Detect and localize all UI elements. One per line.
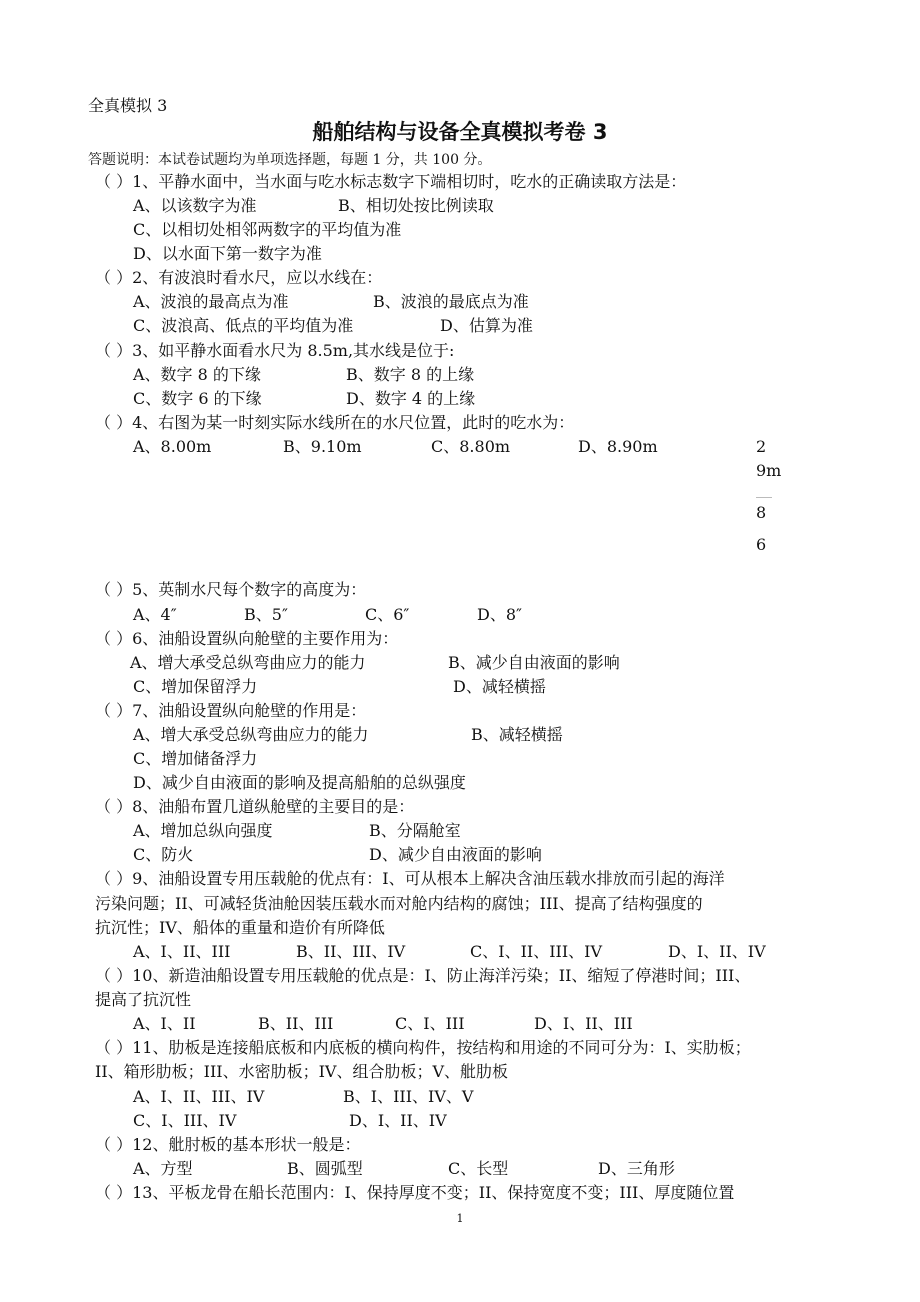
text-line: B、相切处按比例读取 [338, 196, 494, 215]
text-line: B、9.10m [283, 437, 362, 456]
text-line: B、5″ [244, 605, 288, 624]
text-line: （ ）5、英制水尺每个数字的高度为： [95, 580, 367, 599]
text-line: D、三角形 [598, 1159, 675, 1178]
text-line: （ ）12、舭肘板的基本形状一般是： [95, 1135, 361, 1154]
instructions: 答题说明：本试卷试题均为单项选择题，每题 1 分，共 100 分。 [88, 152, 492, 168]
draft-mark-top: 2 [756, 437, 767, 456]
text-line: （ ）8、油船布置几道纵舱壁的主要目的是： [95, 797, 415, 816]
text-line: （ ）1、平静水面中，当水面与吃水标志数字下端相切时，吃水的正确读取方法是： [95, 172, 687, 191]
text-line: C、波浪高、低点的平均值为准 [133, 316, 354, 335]
text-line: B、减轻横摇 [471, 725, 563, 744]
text-line: D、I、II、IV [668, 942, 766, 961]
text-line: C、增加储备浮力 [133, 749, 258, 768]
text-line: C、以相切处相邻两数字的平均值为准 [133, 220, 402, 239]
draft-mark-lower: 8 [756, 503, 767, 522]
text-line: 提高了抗沉性 [95, 990, 192, 1009]
page-number: 1 [456, 1212, 464, 1225]
text-line: D、I、II、IV [349, 1111, 447, 1130]
text-line: D、8.90m [578, 437, 658, 456]
text-line: B、II、III、IV [296, 942, 406, 961]
text-line: （ ）4、右图为某一时刻实际水线所在的水尺位置，此时的吃水为： [95, 413, 575, 432]
text-line: （ ）7、油船设置纵向舱壁的作用是： [95, 701, 367, 720]
text-line: A、以该数字为准 [133, 196, 257, 215]
text-line: C、增加保留浮力 [133, 677, 258, 696]
text-line: （ ）10、新造油船设置专用压载舱的优点是：I、防止海洋污染；II、缩短了停港时间；III、 [95, 966, 751, 985]
text-line: （ ）9、油船设置专用压载舱的优点有：I、可从根本上解决含油压载水排放而引起的海洋 [95, 869, 725, 888]
text-line: 抗沉性；IV、船体的重量和造价有所降低 [95, 918, 385, 937]
text-line: A、I、II、III [133, 942, 231, 961]
page-title: 船舶结构与设备全真模拟考卷 3 [312, 120, 608, 144]
draft-mark-bottom: 6 [756, 535, 767, 554]
text-line: B、II、III [258, 1014, 334, 1033]
text-line: C、6″ [365, 605, 410, 624]
text-line: （ ）3、如平静水面看水尺为 8.5m,其水线是位于: [95, 341, 455, 360]
text-line: C、I、III、IV [133, 1111, 237, 1130]
text-line: A、I、II、III、IV [133, 1087, 265, 1106]
text-line: B、圆弧型 [287, 1159, 363, 1178]
text-line: C、8.80m [431, 437, 511, 456]
text-line: （ ）13、平板龙骨在船长范围内：I、保持厚度不变；II、保持宽度不变；III、厚度随位置 [95, 1183, 735, 1202]
text-line: C、数字 6 的下缘 [133, 389, 262, 408]
text-line: A、数字 8 的下缘 [133, 365, 261, 384]
text-line: B、减少自由液面的影响 [448, 653, 620, 672]
text-line: D、减少自由液面的影响 [369, 845, 542, 864]
text-line: D、I、II、III [534, 1014, 633, 1033]
text-line: A、增大承受总纵弯曲应力的能力 [133, 725, 369, 744]
header-label: 全真模拟 3 [88, 96, 168, 115]
text-line: （ ）6、油船设置纵向舱壁的主要作用为： [95, 629, 399, 648]
draft-waterline-rule [756, 497, 772, 498]
text-line: D、减少自由液面的影响及提高船舶的总纵强度 [133, 773, 466, 792]
text-line: C、长型 [448, 1159, 509, 1178]
text-line: C、I、II、III、IV [470, 942, 603, 961]
text-line: B、数字 8 的上缘 [346, 365, 475, 384]
text-line: B、分隔舱室 [369, 821, 461, 840]
text-line: A、4″ [133, 605, 177, 624]
text-line: B、I、III、IV、V [343, 1087, 474, 1106]
text-line: D、8″ [477, 605, 522, 624]
text-line: A、8.00m [133, 437, 212, 456]
text-line: D、以水面下第一数字为准 [133, 244, 322, 263]
text-line: A、增大承受总纵弯曲应力的能力 [130, 653, 366, 672]
text-line: （ ）11、肋板是连接船底板和内底板的横向构件，按结构和用途的不同可分为：I、实肋板； [95, 1038, 751, 1057]
text-line: C、I、III [395, 1014, 465, 1033]
text-line: （ ）2、有波浪时看水尺，应以水线在： [95, 268, 383, 287]
text-line: C、防火 [133, 845, 194, 864]
text-line: B、波浪的最底点为准 [373, 292, 529, 311]
text-line: D、估算为准 [440, 316, 533, 335]
text-line: A、I、II [133, 1014, 196, 1033]
text-line: A、增加总纵向强度 [133, 821, 273, 840]
text-line: D、减轻横摇 [453, 677, 546, 696]
text-line: D、数字 4 的上缘 [346, 389, 476, 408]
text-line: 污染问题；II、可减轻货油舱因装压载水而对舱内结构的腐蚀；III、提高了结构强度的 [95, 894, 703, 913]
text-line: II、箱形肋板；III、水密肋板；IV、组合肋板；V、舭肋板 [95, 1062, 509, 1081]
draft-mark-mid: 9m [756, 461, 782, 480]
text-line: A、方型 [133, 1159, 193, 1178]
text-line: A、波浪的最高点为准 [133, 292, 289, 311]
